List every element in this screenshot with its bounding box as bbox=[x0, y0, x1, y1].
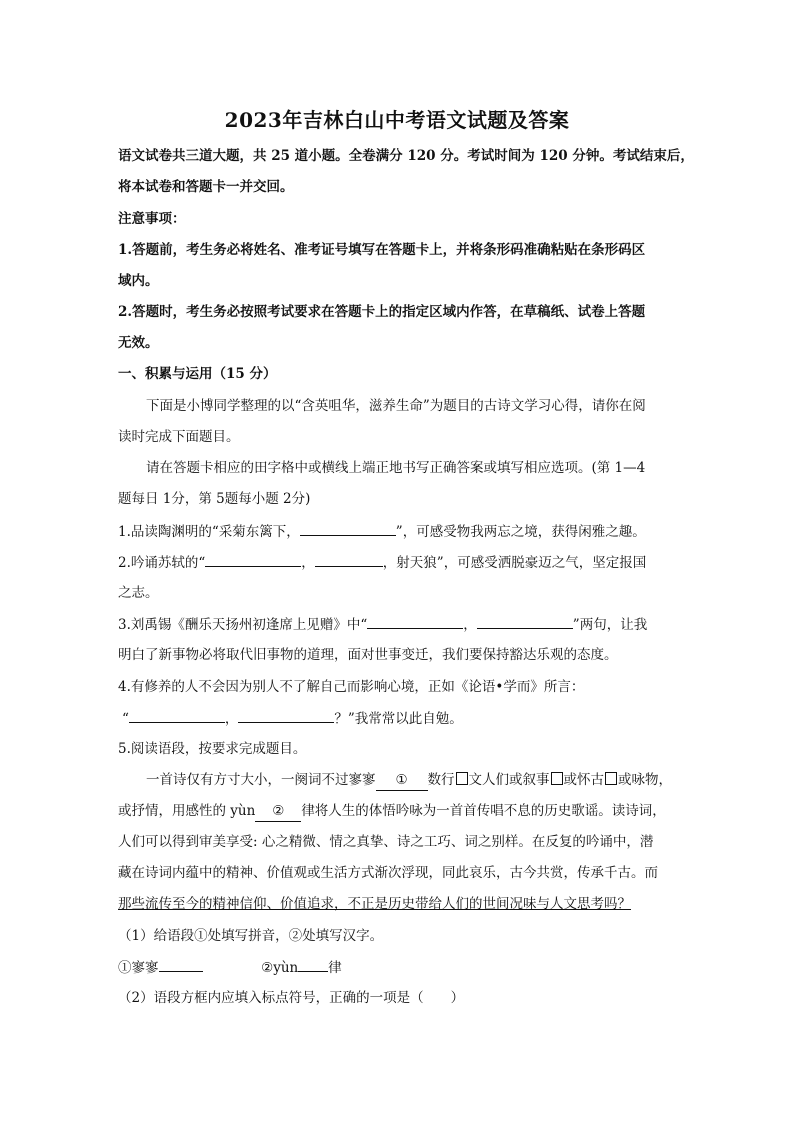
passage-line-1-part-b: 或怀古 bbox=[563, 772, 604, 788]
punctuation-box-1[interactable] bbox=[456, 772, 468, 785]
q1-answer-blank[interactable] bbox=[300, 521, 396, 536]
q4-answer-blank-2[interactable] bbox=[238, 708, 334, 723]
passage-line-1-part-a: 文人们或叙事 bbox=[468, 772, 550, 788]
para1-line-a: 下面是小博同学整理的以“含英咀华，滋养生命”为题目的古诗文学习心得，请你在阅 bbox=[146, 398, 646, 414]
para2-line-b: 题每日 1分，第 5题每小题 2分) bbox=[118, 491, 311, 507]
q3-prefix: 3.刘禹锡《酬乐天扬州初逢席上见赠》中“ bbox=[118, 617, 368, 633]
q3-answer-blank-1[interactable] bbox=[367, 614, 463, 629]
punctuation-box-2[interactable] bbox=[551, 772, 563, 785]
passage-line-1 bbox=[146, 770, 678, 791]
q3-answer-blank-2[interactable] bbox=[477, 614, 573, 629]
q2-prefix: 2.吟诵苏轼的“ bbox=[118, 555, 206, 571]
question-1 bbox=[118, 521, 678, 542]
q3-separator: ， bbox=[463, 617, 477, 633]
passage-line-4: 藏在诗词内蕴中的精神、价值观或生活方式渐次浮现，同此哀乐，古今共赏，传承千古。而 bbox=[118, 865, 658, 881]
question-3-cont: 明白了新事物必将取代旧事物的道理，面对世事变迁，我们要保持豁达乐观的态度。 bbox=[118, 647, 618, 663]
passage-line-1-mid: 数行 bbox=[427, 772, 455, 788]
passage-blank-2[interactable]: ② bbox=[255, 801, 301, 822]
passage-blank-1[interactable]: ① bbox=[376, 770, 428, 791]
intro-line-2: 将本试卷和答题卡一并交回。 bbox=[118, 179, 294, 195]
q3-suffix: ”两句，让我 bbox=[572, 617, 648, 633]
q4-answer-blank-1[interactable] bbox=[129, 708, 225, 723]
question-3 bbox=[118, 614, 678, 635]
notice-item1-a: 1.答题前，考生务必将姓名、准考证号填写在答题卡上，并将条形码准确粘贴在条形码区 bbox=[118, 242, 646, 258]
sub-question-1-answers bbox=[118, 957, 678, 978]
sub1-item-b-suffix: 律 bbox=[328, 960, 342, 976]
punctuation-box-3[interactable] bbox=[605, 772, 617, 785]
sub1-item-b: ②yùn bbox=[261, 960, 299, 976]
sub-question-1: （1）给语段①处填写拼音，②处填写汉字。 bbox=[118, 928, 384, 944]
q1-prefix: 1.品读陶渊明的“采菊东篱下， bbox=[118, 524, 300, 540]
notice-item2-b: 无效。 bbox=[118, 335, 159, 351]
passage-line-1-start: 一首诗仅有方寸大小，一阕词不过寥寥 bbox=[146, 772, 376, 788]
para1-line-b: 读时完成下面题目。 bbox=[118, 429, 240, 445]
sub1-answer-blank-b[interactable] bbox=[298, 957, 328, 972]
q4-suffix: ？”我常常以此自勉。 bbox=[334, 711, 463, 727]
question-4-line-a: 4.有修养的人不会因为别人不了解自己而影响心境，正如《论语•学而》所言： bbox=[118, 679, 585, 695]
passage-line-2 bbox=[118, 801, 678, 822]
passage-line-2-end: 律将人生的体悟吟咏为一首首传唱不息的历史歌谣。读诗词， bbox=[301, 803, 666, 819]
q4-open-quote: “ bbox=[122, 711, 129, 727]
passage-line-2-start: 或抒情，用感性的 yùn bbox=[118, 803, 256, 819]
passage-line-5-underlined: 那些流传至今的精神信仰、价值追求，不正是历史带给人们的世间况味与人文思考吗？ bbox=[118, 896, 631, 912]
q1-suffix: ”，可感受物我两忘之境，获得闲雅之趣。 bbox=[395, 524, 646, 540]
notice-item2-a: 2.答题时，考生务必按照考试要求在答题卡上的指定区域内作答，在草稿纸、试卷上答题 bbox=[118, 304, 646, 320]
question-5-heading: 5.阅读语段，按要求完成题目。 bbox=[118, 741, 307, 757]
q2-suffix: ，射天狼”，可感受洒脱豪迈之气，坚定报国 bbox=[382, 555, 647, 571]
question-4-line-b bbox=[122, 708, 682, 729]
section1-heading: 一、积累与运用（15 分） bbox=[118, 366, 277, 382]
q2-answer-blank-1[interactable] bbox=[205, 552, 301, 567]
para2-line-a: 请在答题卡相应的田字格中或横线上端正地书写正确答案或填写相应选项。(第 1—4 bbox=[146, 460, 646, 476]
passage-line-1-part-c: 或咏物， bbox=[618, 772, 672, 788]
notice-heading: 注意事项： bbox=[118, 211, 186, 227]
question-2-cont: 之志。 bbox=[118, 585, 159, 601]
notice-item1-b: 域内。 bbox=[118, 273, 159, 289]
sub1-answer-blank-a[interactable] bbox=[159, 957, 203, 972]
intro-line-1: 语文试卷共三道大题，共 25 道小题。全卷满分 120 分。考试时间为 120 分钟。考试结束后， bbox=[118, 148, 694, 164]
sub1-item-a: ①寥寥 bbox=[118, 960, 159, 976]
question-2 bbox=[118, 552, 678, 573]
sub-question-2: （2）语段方框内应填入标点符号，正确的一项是（ ） bbox=[118, 990, 465, 1006]
passage-line-3: 人们可以得到审美享受: 心之精微、情之真挚、诗之工巧、词之别样。在反复的吟诵中，潜 bbox=[118, 834, 654, 850]
page-title: 2023年吉林白山中考语文试题及答案 bbox=[224, 108, 570, 132]
q2-separator: ， bbox=[301, 555, 315, 571]
q4-separator: ， bbox=[224, 711, 239, 727]
q2-answer-blank-2[interactable] bbox=[315, 552, 383, 567]
